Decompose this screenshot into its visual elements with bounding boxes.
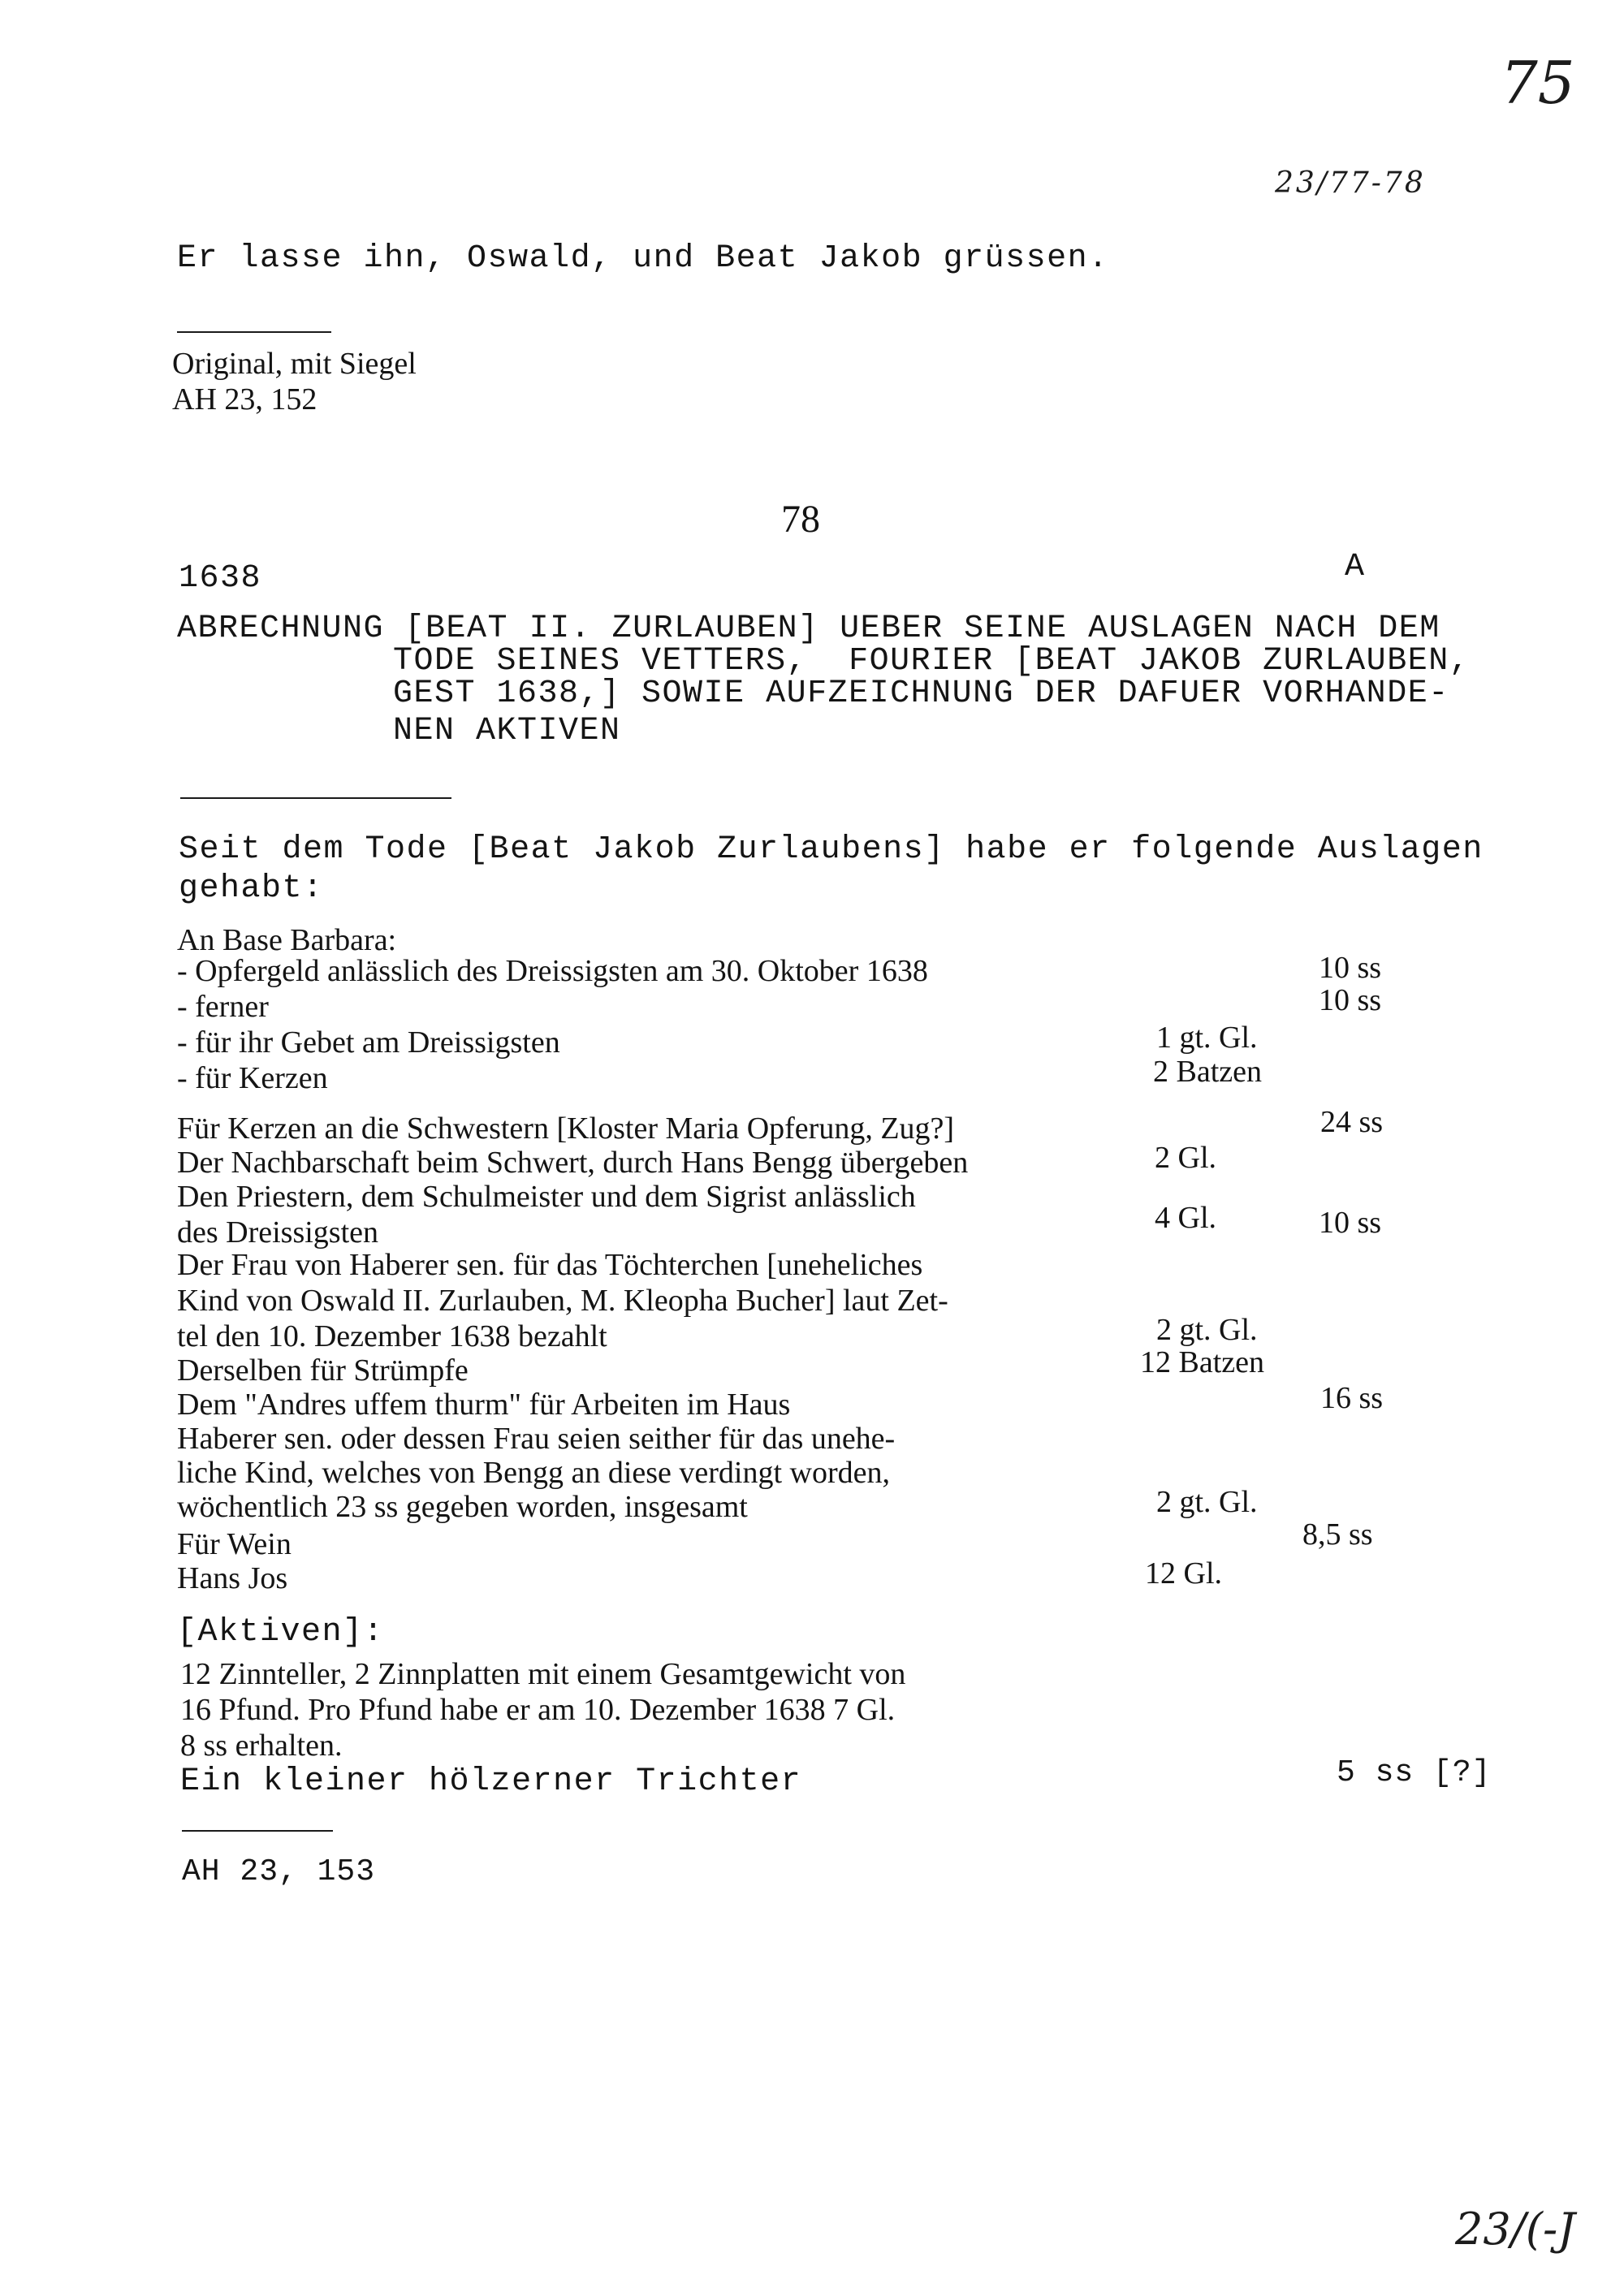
expense-line: Hans Jos	[177, 1561, 288, 1595]
expense-amount: 2 Batzen	[1153, 1055, 1263, 1089]
expense-amount: 8,5 ss	[1302, 1517, 1373, 1552]
expense-amount: 1 gt. Gl.	[1156, 1021, 1258, 1055]
entry-letter: A	[1345, 549, 1366, 585]
document-title-line: NEN AKTIVEN	[393, 713, 621, 749]
expense-line: liche Kind, welches von Bengg an diese verdingt worden,	[177, 1456, 890, 1490]
entry-number: 78	[781, 498, 820, 541]
section-divider	[177, 331, 331, 333]
expense-line: Der Nachbarschaft beim Schwert, durch Hans Bengg übergeben	[177, 1146, 969, 1180]
expense-line: Dem "Andres uffem thurm" für Arbeiten im Haus	[177, 1388, 791, 1422]
expense-line: Derselben für Strümpfe	[177, 1353, 469, 1388]
section-divider	[180, 797, 451, 799]
expense-item: - Opfergeld anlässlich des Dreissigsten am 30. Oktober 1638	[177, 954, 928, 988]
expense-line: Für Wein	[177, 1527, 292, 1561]
aktiven-line: 16 Pfund. Pro Pfund habe er am 10. Dezember 1638 7 Gl.	[180, 1693, 896, 1727]
document-title-line: TODE SEINES VETTERS, FOURIER [BEAT JAKOB ZURLAUBEN,	[393, 643, 1471, 680]
expense-amount: 2 Gl.	[1155, 1141, 1216, 1175]
expense-line: Der Frau von Haberer sen. für das Töchterchen [uneheliches	[177, 1248, 923, 1282]
expense-amount: 12 Gl.	[1145, 1556, 1222, 1591]
entry-year: 1638	[179, 560, 262, 597]
aktiven-line: 8 ss erhalten.	[180, 1729, 343, 1763]
expense-item: - für ihr Gebet am Dreissigsten	[177, 1025, 560, 1060]
document-title-line: GEST 1638,] SOWIE AUFZEICHNUNG DER DAFUER VORHANDE-	[393, 676, 1449, 712]
expense-line: Haberer sen. oder dessen Frau seien seither für das unehe-	[177, 1422, 896, 1456]
source-reference-next: AH 23, 153	[182, 1854, 376, 1889]
base-barbara-heading: An Base Barbara:	[177, 923, 397, 957]
expense-amount: 2 gt. Gl.	[1156, 1485, 1258, 1519]
reference-number: 23/77-78	[1275, 166, 1426, 200]
expense-amount: 10 ss	[1319, 983, 1382, 1017]
expense-amount: 2 gt. Gl.	[1156, 1313, 1258, 1347]
document-title: ABRECHNUNG [BEAT II. ZURLAUBEN] UEBER SEINE AUSLAGEN NACH DEM	[177, 611, 1440, 647]
greeting-line: Er lasse ihn, Oswald, und Beat Jakob grüssen.	[177, 240, 1109, 277]
expense-item: - für Kerzen	[177, 1061, 328, 1095]
expense-amount: 10 ss	[1319, 1206, 1382, 1240]
expense-line: wöchentlich 23 ss gegeben worden, insgesamt	[177, 1490, 748, 1524]
source-note: Original, mit Siegel	[172, 347, 417, 381]
intro-text: Seit dem Tode [Beat Jakob Zurlaubens] habe er folgende Auslagen	[179, 831, 1484, 868]
handwritten-archive-mark: 23/(-J	[1455, 2204, 1575, 2255]
aktiven-line: 12 Zinnteller, 2 Zinnplatten mit einem Gesamtgewicht von	[180, 1657, 906, 1691]
expense-amount: 4 Gl.	[1155, 1201, 1216, 1235]
expense-item: - ferner	[177, 990, 269, 1024]
aktiven-heading: [Aktiven]:	[177, 1614, 385, 1651]
expense-line: des Dreissigsten	[177, 1215, 379, 1250]
expense-line: Für Kerzen an die Schwestern [Kloster Maria Opferung, Zug?]	[177, 1111, 955, 1146]
intro-text: gehabt:	[179, 870, 324, 907]
expense-amount: 12 Batzen	[1140, 1345, 1265, 1379]
source-reference: AH 23, 152	[172, 382, 317, 417]
aktiven-line: Ein kleiner hölzerner Trichter	[180, 1763, 802, 1800]
expense-line: tel den 10. Dezember 1638 bezahlt	[177, 1319, 607, 1353]
expense-line: Den Priestern, dem Schulmeister und dem Sigrist anlässlich	[177, 1180, 916, 1214]
section-divider	[182, 1830, 333, 1832]
aktiven-amount: 5 ss [?]	[1337, 1755, 1492, 1790]
expense-line: Kind von Oswald II. Zurlauben, M. Kleopha Bucher] laut Zet-	[177, 1284, 948, 1318]
expense-amount: 24 ss	[1320, 1105, 1384, 1139]
handwritten-page-number: 75	[1501, 49, 1575, 117]
expense-amount: 10 ss	[1319, 951, 1382, 985]
expense-amount: 16 ss	[1320, 1381, 1384, 1415]
